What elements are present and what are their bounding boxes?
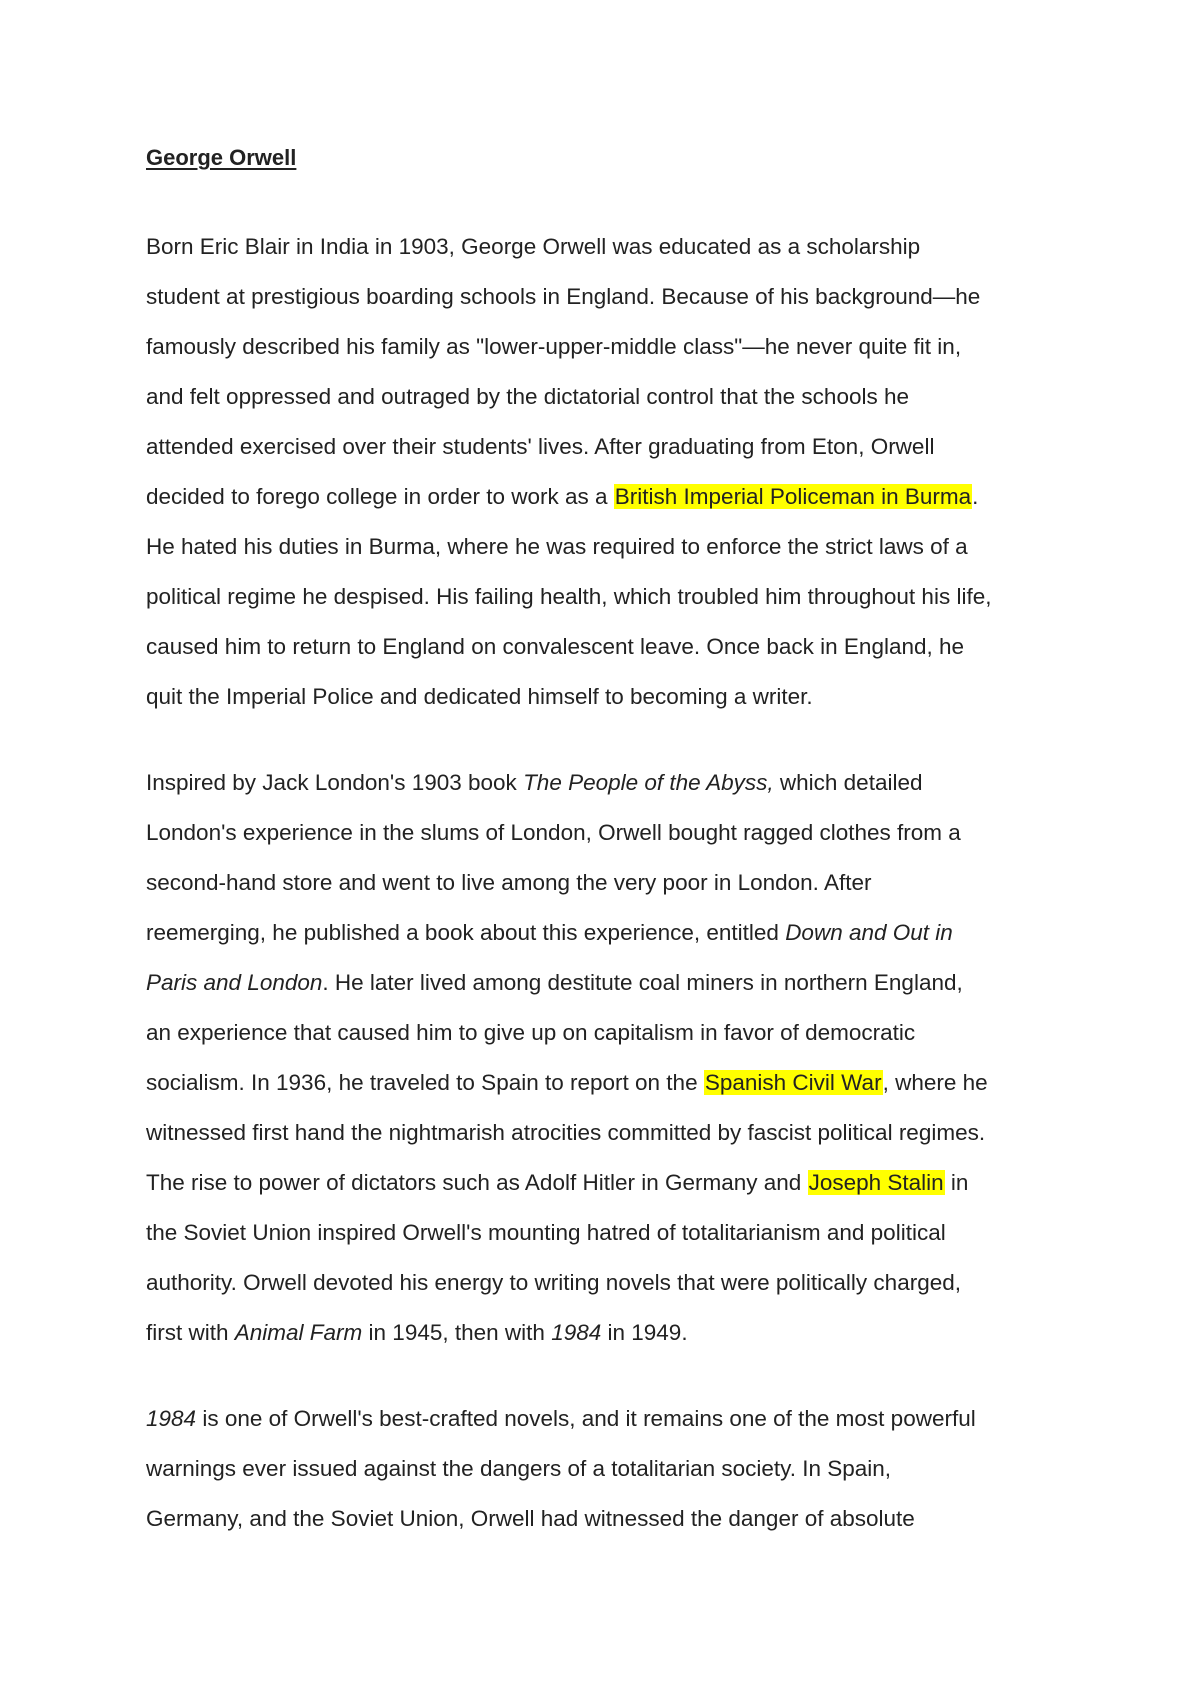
text-line [146, 432, 934, 462]
text-segment: famously described his family as "lower-upper-middle class"—he never quite fit in, [146, 334, 962, 359]
italic-text: The People of the Abyss, [523, 770, 774, 795]
text-line [146, 1068, 988, 1098]
text-segment: witnessed first hand the nightmarish atrocities committed by fascist political regimes. [146, 1120, 986, 1145]
text-line [146, 968, 963, 998]
text-line [146, 768, 922, 798]
text-segment: He hated his duties in Burma, where he was required to enforce the strict laws of a [146, 534, 968, 559]
text-segment: political regime he despised. His failing health, which troubled him throughout his life, [146, 584, 992, 609]
text-segment: student at prestigious boarding schools in England. Because of his background—he [146, 284, 981, 309]
text-segment: reemerging, he published a book about this experience, entitled [146, 920, 786, 945]
text-line [146, 332, 961, 362]
text-segment: authority. Orwell devoted his energy to writing novels that were politically charged, [146, 1270, 961, 1295]
highlighted-text: Joseph Stalin [808, 1170, 944, 1195]
text-segment: warnings ever issued against the dangers of a totalitarian society. In Spain, [146, 1456, 892, 1481]
highlighted-text: British Imperial Policeman in Burma [614, 484, 972, 509]
text-segment: socialism. In 1936, he traveled to Spain to report on the [146, 1070, 704, 1095]
text-line [146, 1454, 891, 1484]
text-segment: . [972, 484, 979, 509]
text-segment: is one of Orwell's best-crafted novels, and it remains one of the most powerful [196, 1406, 976, 1431]
text-segment: . He later lived among destitute coal miners in northern England, [322, 970, 963, 995]
text-segment: , where he [882, 1070, 988, 1095]
text-segment: quit the Imperial Police and dedicated himself to becoming a writer. [146, 684, 813, 709]
text-line [146, 382, 909, 412]
text-line [146, 282, 980, 312]
highlighted-text: Spanish Civil War [704, 1070, 882, 1095]
italic-text: Animal Farm [234, 1320, 363, 1345]
text-segment: in [944, 1170, 969, 1195]
text-segment: which detailed [773, 770, 923, 795]
text-line [146, 532, 968, 562]
italic-text: 1984 [551, 1320, 602, 1345]
text-line [146, 818, 961, 848]
text-segment: the Soviet Union inspired Orwell's mounting hatred of totalitarianism and political [146, 1220, 946, 1245]
document-title: George Orwell [146, 145, 297, 170]
text-line [146, 1268, 961, 1298]
text-segment: Germany, and the Soviet Union, Orwell had witnessed the danger of absolute [146, 1506, 915, 1531]
text-segment: and felt oppressed and outraged by the dictatorial control that the schools he [146, 384, 910, 409]
text-line [146, 1404, 976, 1434]
text-segment: London's experience in the slums of London, Orwell bought ragged clothes from a [146, 820, 961, 845]
text-line [146, 482, 978, 512]
text-line [146, 1168, 968, 1198]
text-line [146, 1504, 915, 1534]
text-segment: in 1949. [601, 1320, 688, 1345]
text-line [146, 1118, 985, 1148]
text-segment: attended exercised over their students' lives. After graduating from Eton, Orwell [146, 434, 935, 459]
text-line [146, 682, 813, 712]
italic-text: Down and Out in [785, 920, 953, 945]
text-line [146, 632, 964, 662]
italic-text: 1984 [146, 1406, 197, 1431]
text-segment: an experience that caused him to give up on capitalism in favor of democratic [146, 1020, 916, 1045]
text-segment: Inspired by Jack London's 1903 book [146, 770, 524, 795]
text-line [146, 582, 991, 612]
text-line [146, 1218, 946, 1248]
text-line [146, 232, 920, 262]
text-segment: first with [146, 1320, 235, 1345]
text-segment: in 1945, then with [362, 1320, 552, 1345]
text-segment: The rise to power of dictators such as Adolf Hitler in Germany and [146, 1170, 808, 1195]
text-line [146, 1018, 915, 1048]
italic-text: Paris and London [146, 970, 323, 995]
text-segment: second-hand store and went to live among the very poor in London. After [146, 870, 872, 895]
text-segment: decided to forego college in order to work as a [146, 484, 614, 509]
text-line [146, 868, 871, 898]
text-line [146, 918, 953, 948]
text-segment: caused him to return to England on convalescent leave. Once back in England, he [146, 634, 965, 659]
text-line [146, 1318, 688, 1348]
text-segment: Born Eric Blair in India in 1903, George Orwell was educated as a scholarship [146, 234, 921, 259]
